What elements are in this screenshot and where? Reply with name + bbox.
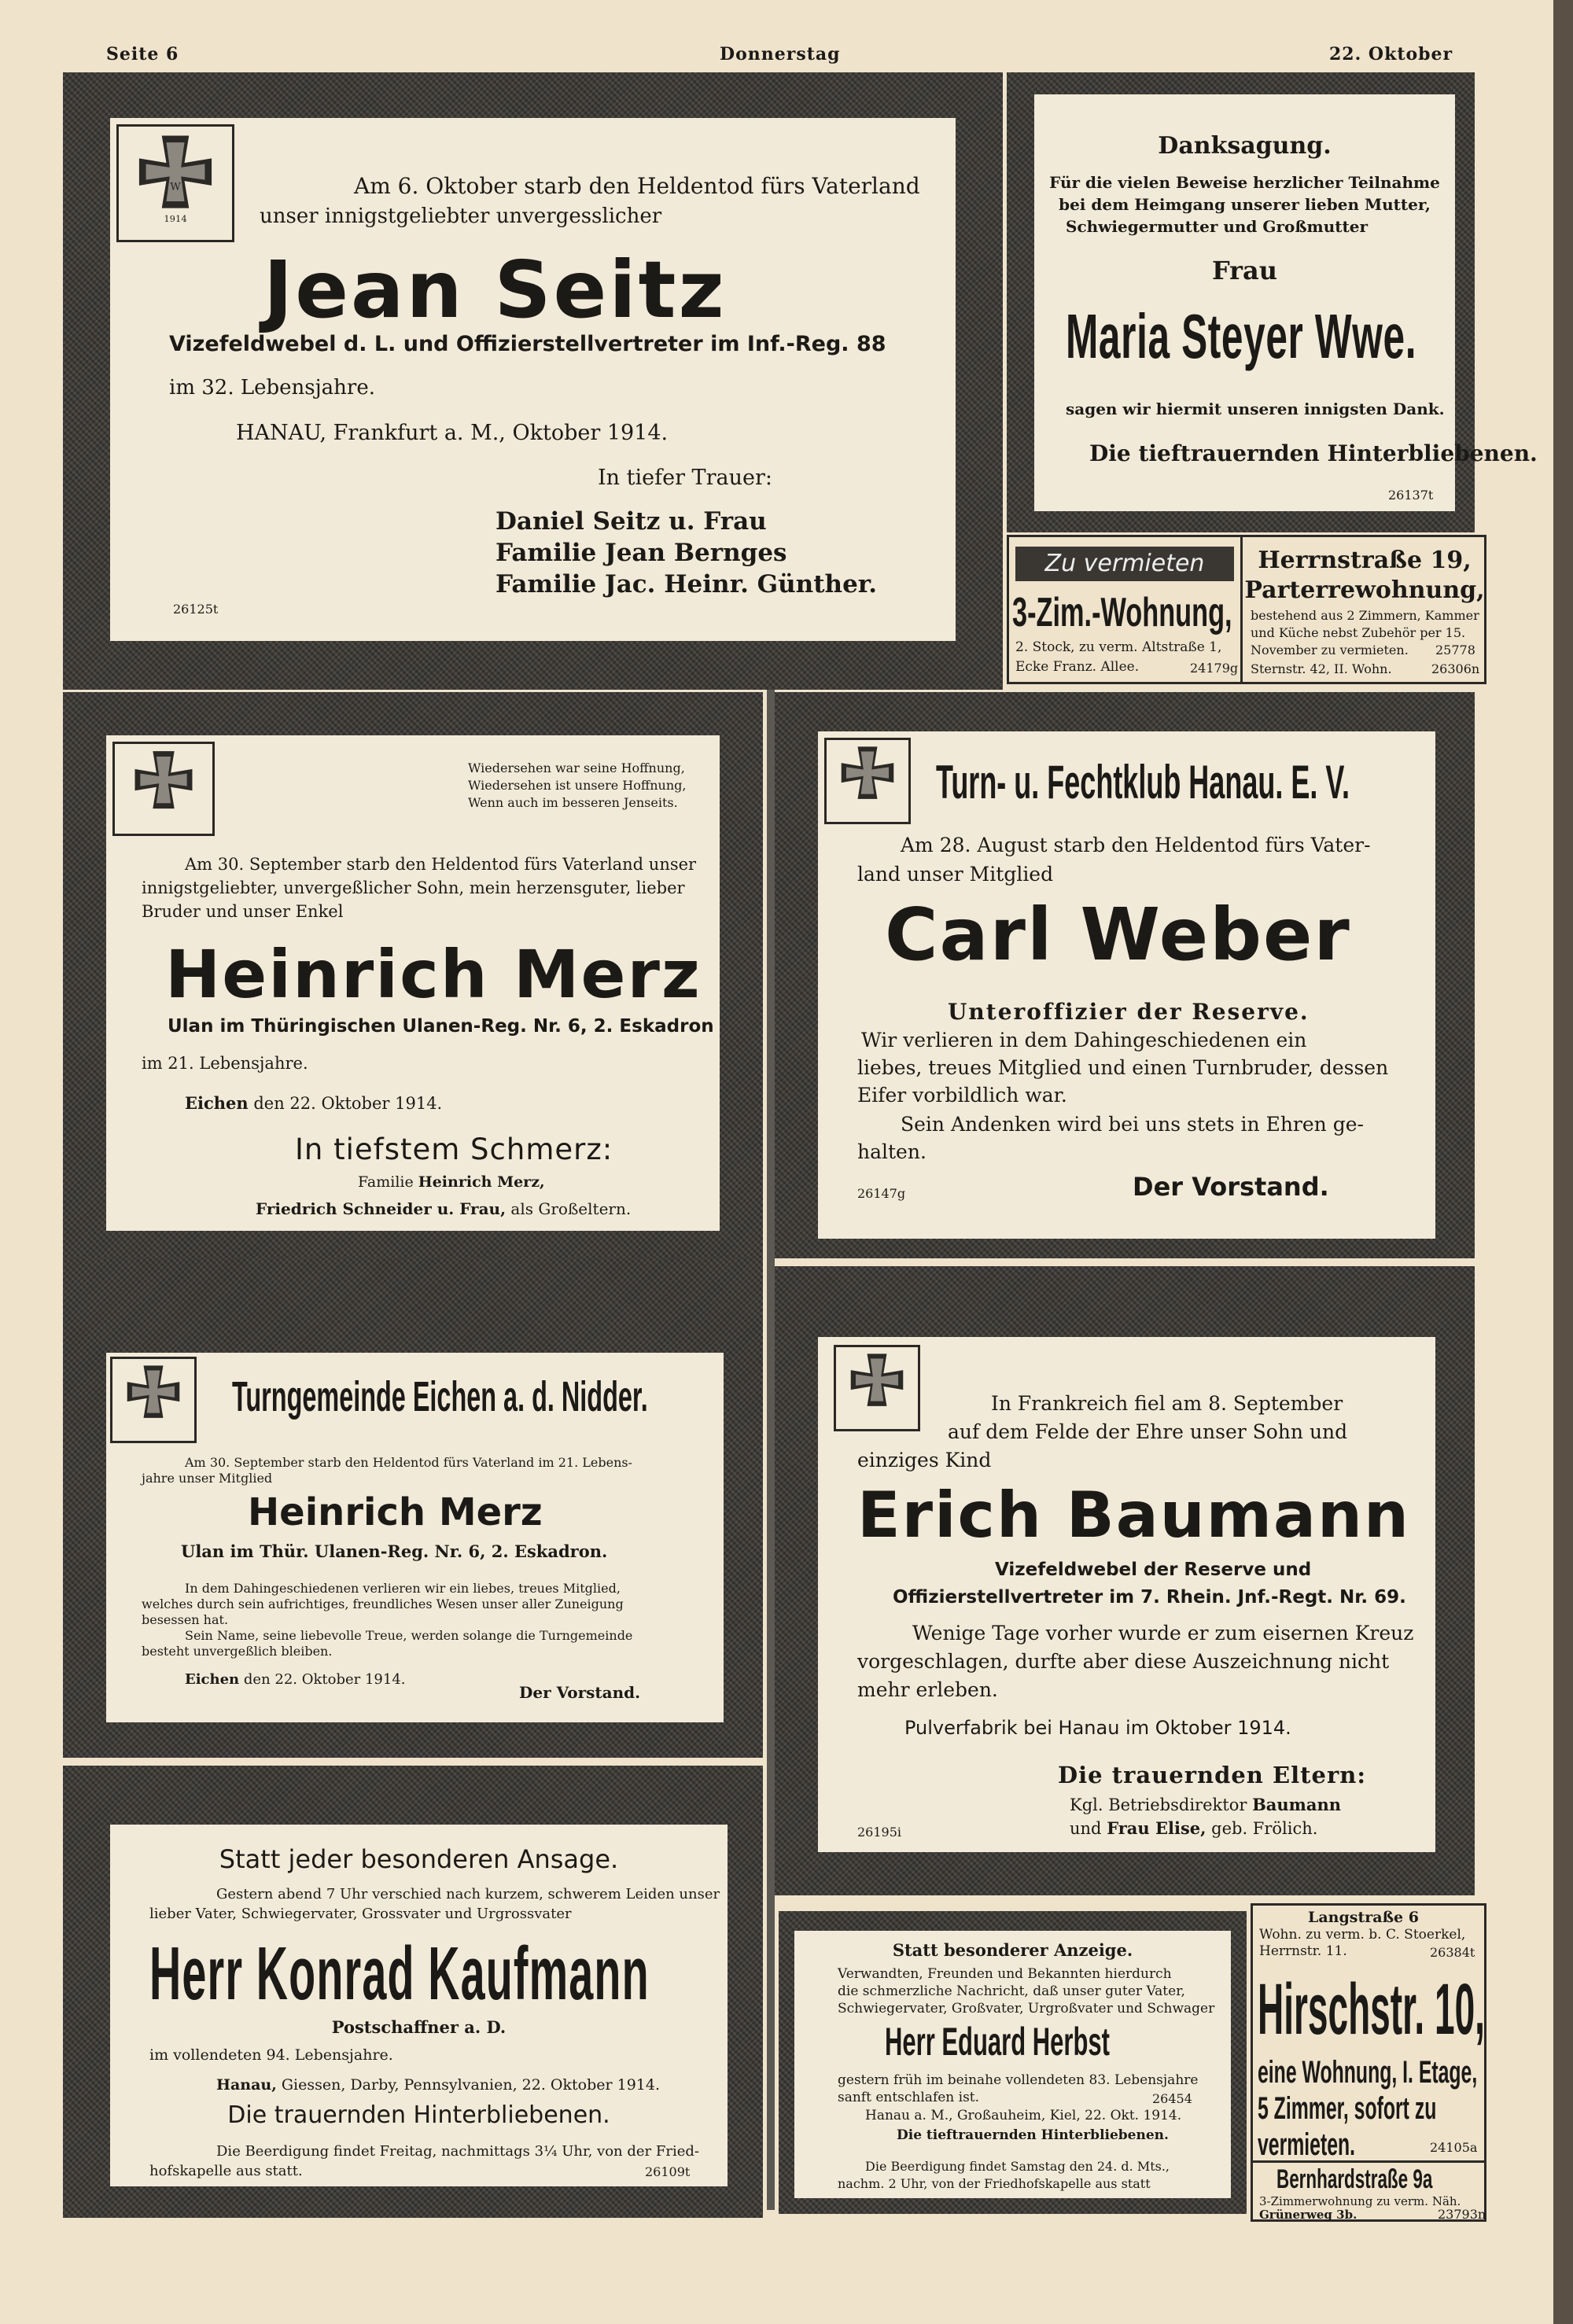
- kaufmann-intro2: lieber Vater, Schwiegervater, Grossvater und Urgrossvater: [149, 1906, 572, 1922]
- steyer-notice: [1034, 94, 1538, 511]
- baumann-rank2: Offizierstellvertreter im 7. Rhein. Jnf.-Regt. Nr. 69.: [893, 1587, 1406, 1608]
- kaufmann-place-row: [216, 2076, 660, 2094]
- kaufmann-funeral2: hofskapelle aus statt.: [149, 2163, 303, 2179]
- merz2-place: den 22. Oktober 1914.: [243, 1671, 406, 1688]
- iron-cross-icon: [834, 1345, 920, 1431]
- merz1-intro2: innigstgeliebter, unvergeßlicher Sohn, mein herzensguter, lieber: [142, 878, 685, 897]
- seitz-family3: Familie Jac. Heinr. Günther.: [495, 570, 878, 598]
- weber-intro1: Am 28. August starb den Heldentod fürs Vater-: [901, 834, 1371, 856]
- steyer-text3: Schwiegermutter und Großmutter: [1066, 217, 1368, 236]
- weber-intro2: land unser Mitglied: [857, 863, 1054, 886]
- rental1-code: 24179g: [1190, 661, 1239, 676]
- baumann-parent1-row: [1070, 1795, 1341, 1814]
- seitz-age: im 32. Lebensjahre.: [169, 376, 376, 400]
- rental1-line1: 2. Stock, zu verm. Altstraße 1,: [1015, 639, 1222, 655]
- seitz-intro2: unser innigstgeliebter unvergesslicher: [260, 204, 662, 228]
- kaufmann-code: 26109t: [645, 2164, 691, 2179]
- svg-text:W: W: [170, 181, 181, 193]
- kaufmann-name: Herr Konrad Kaufmann: [149, 1932, 650, 2016]
- rental3-line5: vermieten.: [1258, 2127, 1356, 2162]
- seitz-mourning: In tiefer Trauer:: [598, 466, 772, 490]
- herbst-text2: die schmerzliche Nachricht, daß unser guter Vater,: [838, 1983, 1185, 1999]
- merz1-motto1: Wiedersehen war seine Hoffnung,: [468, 761, 685, 775]
- rental2-line2: und Küche nebst Zubehör per 15.: [1251, 625, 1466, 640]
- baumann-notice: [818, 1337, 1435, 1852]
- weber-text1: Wir verlieren in dem Dahingeschiedenen ein: [861, 1029, 1307, 1052]
- seitz-place: HANAU, Frankfurt a. M., Oktober 1914.: [236, 421, 669, 445]
- merz1-place-bold: Eichen: [185, 1093, 249, 1113]
- rental4-line1: 3-Zimmerwohnung zu verm. Näh.: [1259, 2194, 1461, 2208]
- steyer-frau: Frau: [1211, 256, 1277, 285]
- weber-text2: liebes, treues Mitglied und einen Turnbruder, dessen: [857, 1056, 1389, 1079]
- steyer-code: 26137t: [1388, 488, 1434, 503]
- merz2-text3: besessen hat.: [142, 1612, 229, 1627]
- weber-notice: [818, 731, 1435, 1239]
- kaufmann-head: Statt jeder besonderen Ansage.: [219, 1844, 619, 1874]
- herbst-notice: [794, 1931, 1231, 2198]
- weber-code: 26147g: [857, 1186, 906, 1201]
- merz1-rank: Ulan im Thüringischen Ulanen-Reg. Nr. 6, 2. Eskadron: [168, 1016, 714, 1037]
- merz1-intro1: Am 30. September starb den Heldentod fürs Vaterland unser: [185, 855, 697, 874]
- baumann-parent1-pre: Kgl. Betriebsdirektor: [1070, 1795, 1247, 1814]
- baumann-parent2-row: [1070, 1818, 1317, 1838]
- rental1-ad: [1007, 535, 1243, 684]
- rental2-code1: 25778: [1435, 643, 1475, 657]
- rental3-line4: 5 Zimmer, sofort zu: [1258, 2091, 1437, 2126]
- iron-cross-icon: [116, 124, 234, 242]
- iron-cross-icon: [110, 1357, 197, 1443]
- rental3-ad: [1251, 1903, 1486, 2163]
- rental2-title: Parterrewohnung,: [1244, 576, 1485, 604]
- merz1-family1-row: [358, 1173, 545, 1191]
- merz1-place-row: [185, 1093, 442, 1113]
- merz1-family1-pre: Familie: [358, 1173, 414, 1191]
- kaufmann-age: im vollendeten 94. Lebensjahre.: [149, 2046, 393, 2064]
- steyer-name: Maria Steyer Wwe.: [1066, 301, 1417, 371]
- page-number: Seite 6: [106, 44, 179, 64]
- steyer-text2: bei dem Heimgang unserer lieben Mutter,: [1059, 195, 1431, 214]
- rental1-line2: Ecke Franz. Allee.: [1015, 659, 1140, 675]
- merz2-signed: Der Vorstand.: [519, 1683, 641, 1702]
- merz1-family2: Friedrich Schneider u. Frau,: [256, 1199, 507, 1218]
- baumann-parent2-pre: und: [1070, 1819, 1102, 1838]
- rental1-title: 3-Zim.-Wohnung,: [1012, 590, 1232, 635]
- rental4-ad: [1251, 2163, 1486, 2222]
- weber-name: Carl Weber: [885, 893, 1351, 977]
- merz2-intro2: jahre unser Mitglied: [142, 1471, 273, 1486]
- rental2-line3: November zu vermieten.: [1251, 643, 1409, 657]
- column-rule: [767, 684, 775, 2210]
- merz1-motto2: Wiedersehen ist unsere Hoffnung,: [468, 778, 687, 793]
- steyer-signed: Die tieftrauernden Hinterbliebenen.: [1089, 440, 1538, 466]
- steyer-thanks: sagen wir hiermit unseren innigsten Dank.: [1066, 400, 1445, 418]
- rental2-ad: [1243, 535, 1486, 684]
- kaufmann-notice: [110, 1825, 728, 2186]
- herbst-head: Statt besonderer Anzeige.: [892, 1940, 1133, 1960]
- weber-text4: Sein Andenken wird bei uns stets in Ehren ge-: [901, 1113, 1364, 1136]
- merz2-rank: Ulan im Thür. Ulanen-Reg. Nr. 6, 2. Eskadron.: [181, 1541, 608, 1561]
- seitz-name: Jean Seitz: [263, 244, 727, 336]
- rental2-street: Herrnstraße 19,: [1258, 547, 1472, 574]
- rental3-line1: Wohn. zu verm. b. C. Stoerkel,: [1259, 1927, 1466, 1943]
- page-edge: [1553, 0, 1573, 2324]
- merz1-family2-post: als Großeltern.: [510, 1199, 632, 1218]
- weber-rank: Unteroffizier der Reserve.: [948, 999, 1310, 1025]
- herbst-signed: Die tieftrauernden Hinterbliebenen.: [897, 2127, 1169, 2143]
- baumann-text3: mehr erleben.: [857, 1678, 998, 1701]
- rental4-line2: Grünerweg 3b.: [1259, 2208, 1357, 2222]
- merz2-name: Heinrich Merz: [248, 1490, 543, 1534]
- kaufmann-funeral1: Die Beerdigung findet Freitag, nachmittags 3¼ Uhr, von der Fried-: [216, 2143, 699, 2160]
- merz2-intro1: Am 30. September starb den Heldentod fürs Vaterland im 21. Lebens-: [185, 1455, 632, 1470]
- iron-cross-icon: [112, 742, 215, 836]
- baumann-intro2: auf dem Felde der Ehre unser Sohn und: [948, 1420, 1348, 1443]
- baumann-text1: Wenige Tage vorher wurde er zum eisernen Kreuz: [912, 1622, 1414, 1644]
- herbst-text5: sanft entschlafen ist.: [838, 2090, 980, 2105]
- rental2-code2: 26306n: [1431, 661, 1480, 676]
- herbst-text4: gestern früh im beinahe vollendeten 83. Lebensjahre: [838, 2072, 1199, 2088]
- rental3-code2: 24105a: [1430, 2140, 1478, 2155]
- rental2-line4: Sternstr. 42, II. Wohn.: [1251, 661, 1392, 676]
- herbst-funeral2: nachm. 2 Uhr, von der Friedhofskapelle aus statt: [838, 2176, 1151, 2191]
- merz1-age: im 21. Lebensjahre.: [142, 1054, 308, 1073]
- merz1-name: Heinrich Merz: [165, 936, 702, 1013]
- kaufmann-place-bold: Hanau,: [216, 2076, 277, 2094]
- baumann-intro1: In Frankreich fiel am 8. September: [991, 1392, 1343, 1415]
- rental3-line3: eine Wohnung, I. Etage,: [1258, 2055, 1478, 2090]
- seitz-family2: Familie Jean Bernges: [495, 539, 787, 567]
- weber-text5: halten.: [857, 1140, 926, 1163]
- baumann-parent1: Baumann: [1252, 1795, 1342, 1814]
- baumann-signed: Die trauernden Eltern:: [1058, 1762, 1367, 1788]
- baumann-parent2: Frau Elise,: [1107, 1818, 1206, 1838]
- baumann-text2: vorgeschlagen, durfte aber diese Auszeichnung nicht: [857, 1650, 1390, 1673]
- baumann-rank1: Vizefeldwebel der Reserve und: [995, 1560, 1312, 1580]
- herbst-funeral1: Die Beerdigung findet Samstag den 24. d. Mts.,: [865, 2159, 1170, 2174]
- merz2-text1: In dem Dahingeschiedenen verlieren wir ein liebes, treues Mitglied,: [185, 1581, 621, 1596]
- rental3-street: Langstraße 6: [1308, 1909, 1419, 1926]
- seitz-notice: [110, 118, 956, 641]
- weber-text3: Eifer vorbildlich war.: [857, 1084, 1067, 1107]
- merz2-club: Turngemeinde Eichen a. d. Nidder.: [232, 1373, 648, 1420]
- kaufmann-intro1: Gestern abend 7 Uhr verschied nach kurzem, schwerem Leiden unser: [216, 1886, 720, 1902]
- rental1-banner: Zu vermieten: [1015, 547, 1234, 581]
- seitz-code: 26125t: [173, 602, 219, 617]
- rental3-title: Hirschstr. 10,: [1258, 1969, 1485, 2050]
- herbst-text1: Verwandten, Freunden und Bekannten hierdurch: [838, 1966, 1172, 1982]
- kaufmann-rank: Postschaffner a. D.: [331, 2017, 507, 2037]
- baumann-parent2-post: geb. Frölich.: [1211, 1819, 1318, 1838]
- merz1-mourning: In tiefstem Schmerz:: [295, 1133, 613, 1166]
- seitz-intro1: Am 6. Oktober starb den Heldentod fürs Vaterland: [354, 173, 920, 199]
- weekday: Donnerstag: [720, 44, 841, 64]
- weber-signed: Der Vorstand.: [1133, 1172, 1329, 1202]
- merz1-motto3: Wenn auch im besseren Jenseits.: [468, 795, 678, 810]
- herbst-code: 26454: [1152, 2091, 1192, 2106]
- merz2-text4: Sein Name, seine liebevolle Treue, werden solange die Turngemeinde: [185, 1628, 633, 1643]
- merz1-family2-row: [256, 1199, 631, 1218]
- baumann-place: Pulverfabrik bei Hanau im Oktober 1914.: [904, 1717, 1291, 1739]
- merz2-text5: besteht unvergeßlich bleiben.: [142, 1644, 333, 1659]
- merz1-intro3: Bruder und unser Enkel: [142, 902, 344, 921]
- merz1-place: den 22. Oktober 1914.: [253, 1094, 443, 1113]
- steyer-title: Danksagung.: [1158, 132, 1332, 160]
- herbst-text3: Schwiegervater, Großvater, Urgroßvater und Schwager: [838, 2001, 1215, 2016]
- kaufmann-signed: Die trauernden Hinterbliebenen.: [227, 2101, 610, 2129]
- rental2-line1: bestehend aus 2 Zimmern, Kammer: [1251, 608, 1479, 623]
- seitz-family1: Daniel Seitz u. Frau: [495, 507, 767, 536]
- steyer-text1: Für die vielen Beweise herzlicher Teilnahme: [1049, 173, 1440, 192]
- merz2-notice: [106, 1353, 724, 1722]
- merz1-family1: Heinrich Merz,: [418, 1173, 545, 1191]
- merz2-place-bold: Eichen: [185, 1671, 240, 1688]
- merz2-place-row: [185, 1671, 406, 1688]
- rental4-code: 23793n: [1438, 2207, 1486, 2222]
- iron-cross-icon: [824, 738, 911, 824]
- baumann-code: 26195i: [857, 1825, 902, 1840]
- rental3-line2: Herrnstr. 11.: [1259, 1943, 1347, 1959]
- rental4-street: Bernhardstraße 9a: [1276, 2164, 1433, 2194]
- herbst-text6: Hanau a. M., Großauheim, Kiel, 22. Okt. 1914.: [865, 2108, 1182, 2123]
- herbst-name: Herr Eduard Herbst: [885, 2020, 1110, 2064]
- baumann-name: Erich Baumann: [857, 1479, 1410, 1552]
- baumann-intro3: einziges Kind: [857, 1449, 992, 1471]
- seitz-rank: Vizefeldwebel d. L. und Offizierstellvertreter im Inf.-Reg. 88: [169, 332, 886, 356]
- merz1-notice: [106, 735, 720, 1231]
- svg-text:1914: 1914: [164, 212, 187, 224]
- weber-club: Turn- u. Fechtklub Hanau. E. V.: [936, 756, 1350, 808]
- merz2-text2: welches durch sein aufrichtiges, freundliches Wesen unser aller Zuneigung: [142, 1597, 624, 1611]
- kaufmann-place: Giessen, Darby, Pennsylvanien, 22. Oktober 1914.: [281, 2076, 661, 2094]
- header-date: 22. Oktober: [1329, 44, 1453, 64]
- rental3-code: 26384t: [1430, 1945, 1475, 1960]
